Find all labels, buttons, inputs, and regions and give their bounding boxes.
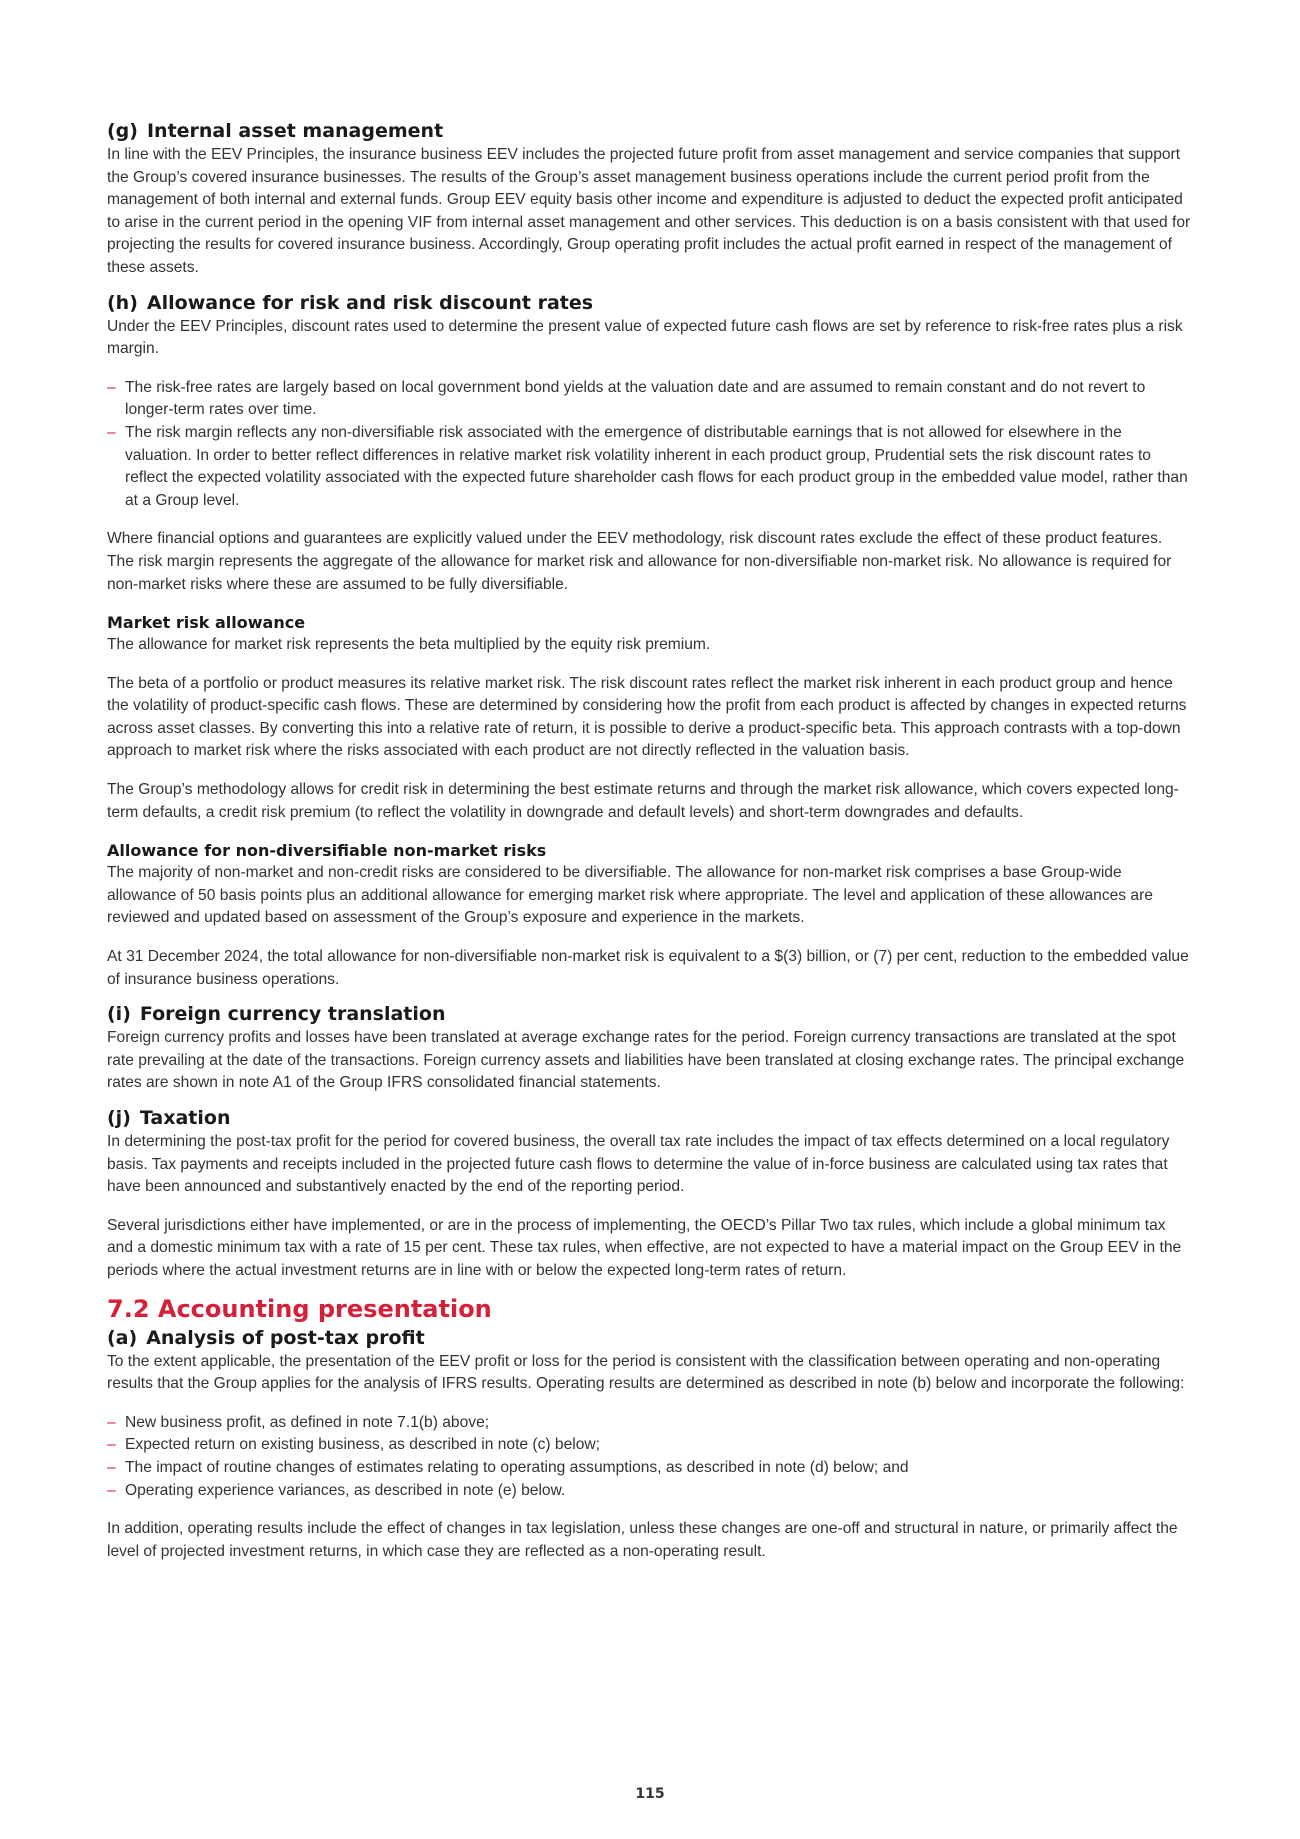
section-risk-discount-rates xyxy=(107,290,1192,992)
bullet-list xyxy=(107,1412,1192,1502)
list-item: – The risk margin reflects any non-diversifiable risk associated with the emergence of distributable earnings that is not allowed for elsewhere in the valuation. In order to better reflect differences in relative market risk volatility inherent in each product group, Prudential sets the risk discount rates to reflect the expected volatility associated with the expected future shareholder cash flows for each product group in the embedded value model, rather than at a Group level. xyxy=(107,422,1192,512)
list-item: – Operating experience variances, as described in note (e) below. xyxy=(107,1480,1192,1503)
paragraph: In addition, operating results include the effect of changes in tax legislation, unless these changes are one-off and structural in nature, or primarily affect the level of projected investment returns, in which case they are reflected as a non-operating result. xyxy=(107,1520,1178,1560)
paragraph: The beta of a portfolio or product measures its relative market risk. The risk discount rates reflect the market risk inherent in each product group and hence the volatility of product-specific cash flows. These are determined by considering how the profit from each product is affected by changes in expected returns across asset classes. By converting this into a relative rate of return, it is possible to derive a product-specific beta. This approach contrasts with a top-down approach to market risk where the risks associated with each product are not directly reflected in the valuation basis. xyxy=(107,674,1187,760)
section-heading xyxy=(107,290,1192,316)
section-foreign-currency-translation xyxy=(107,1001,1192,1095)
section-title: Taxation xyxy=(139,1107,231,1129)
section-title: Internal asset management xyxy=(146,120,444,142)
section-label: (h) xyxy=(107,291,138,314)
list-item: – The risk-free rates are largely based on local government bond yields at the valuation date and are assumed to remain constant and do not revert to longer-term rates over time. xyxy=(107,377,1192,422)
main-content xyxy=(107,118,1192,1563)
paragraph: To the extent applicable, the presentation of the EEV profit or loss for the period is consistent with the classification between operating and non-operating results that the Group applies for the analysis of IFRS results. Operating results are determined as described in note (b) below and incorporate the following: xyxy=(107,1352,1185,1393)
chapter-title: 7.2 Accounting presentation xyxy=(107,1294,492,1323)
paragraph: The Group’s methodology allows for credit risk in determining the best estimate returns and through the market risk allowance, which covers expected long-term defaults, a credit risk premium (to reflect the volatility in downgrade and default levels) and short-term downgrades and defaults. xyxy=(107,781,1179,821)
section-internal-asset-management xyxy=(107,118,1192,280)
paragraph: Foreign currency profits and losses have been translated at average exchange rates for the period. Foreign currency transactions are translated at the spot rate prevailing at the date of the transactions. Foreign currency assets and liabilities have been translated at closing exchange rates. The principal exchange rates are shown in note A1 of the Group IFRS consolidated financial statements. xyxy=(107,1029,1185,1092)
subsection-title: Allowance for non-diversifiable non-market risks xyxy=(107,841,547,861)
section-heading xyxy=(107,1325,1192,1351)
paragraph: Where financial options and guarantees are explicitly valued under the EEV methodology, risk discount rates exclude the effect of these product features. The risk margin represents the aggregate of the allowance for market risk and allowance for non-diversifiable non-market risk. No allowance is required for non-market risks where these are assumed to be fully diversifiable. xyxy=(107,530,1172,593)
paragraph: The allowance for market risk represents the beta multiplied by the equity risk premium. xyxy=(107,636,711,654)
list-item: – New business profit, as defined in note 7.1(b) above; xyxy=(107,1412,1192,1435)
section-heading xyxy=(107,1001,1192,1027)
section-label: (a) xyxy=(107,1326,138,1349)
paragraph: The majority of non-market and non-credit risks are considered to be diversifiable. The allowance for non-market risk comprises a base Group-wide allowance of 50 basis points plus an additional allowance for emerging market risk where appropriate. The level and application of these allowances are reviewed and updated based on assessment of the Group’s exposure and experience in the markets. xyxy=(107,864,1153,927)
paragraph: Several jurisdictions either have implemented, or are in the process of implementing, the OECD’s Pillar Two tax rules, which include a global minimum tax and a domestic minimum tax with a rate of 15 per cent. These tax rules, when effective, are not expected to have a material impact on the Group EEV in the periods where the actual investment returns are in line with or below the expected long-term rates of return. xyxy=(107,1216,1182,1279)
section-label: (i) xyxy=(107,1003,131,1026)
list-item: – The impact of routine changes of estimates relating to operating assumptions, as described in note (d) below; and xyxy=(107,1457,1192,1480)
section-title: Foreign currency translation xyxy=(139,1003,446,1026)
page-number: 115 xyxy=(635,1786,665,1802)
section-title: Analysis of post-tax profit xyxy=(146,1326,425,1349)
section-label: (g) xyxy=(107,120,138,142)
section-label: (j) xyxy=(107,1107,131,1129)
section-title: Allowance for risk and risk discount rates xyxy=(146,291,594,314)
section-accounting-presentation xyxy=(107,1293,1192,1564)
list-item: – Expected return on existing business, as described in note (c) below; xyxy=(107,1434,1192,1457)
paragraph: Under the EEV Principles, discount rates used to determine the present value of expected future cash flows are set by reference to risk-free rates plus a risk margin. xyxy=(107,317,1183,358)
bullet-list xyxy=(107,377,1192,513)
paragraph: At 31 December 2024, the total allowance for non-diversifiable non-market risk is equivalent to a $(3) billion, or (7) per cent, reduction to the embedded value of insurance business operations. xyxy=(107,948,1189,988)
section-heading xyxy=(107,118,1192,144)
section-heading xyxy=(107,1105,1192,1131)
paragraph: In line with the EEV Principles, the insurance business EEV includes the projected future profit from asset management and service companies that support the Group’s covered insurance businesses. The results of the Group’s asset management business operations include the current period profit from the management of both internal and external funds. Group EEV equity basis other income and expenditure is adjusted to deduct the expected profit anticipated to arise in the current period in the opening VIF from internal asset management and other services. This deduction is on a basis consistent with that used for projecting the results for covered insurance business. Accordingly, Group operating profit includes the actual profit earned in respect of the management of these assets. xyxy=(107,146,1191,276)
section-taxation xyxy=(107,1105,1192,1283)
subsection-title: Market risk allowance xyxy=(107,613,306,633)
paragraph: In determining the post-tax profit for the period for covered business, the overall tax rate includes the impact of tax effects determined on a local regulatory basis. Tax payments and receipts included in the projected future cash flows to determine the value of in-force business are calculated using tax rates that have been announced and substantively enacted by the end of the reporting period. xyxy=(107,1133,1170,1196)
